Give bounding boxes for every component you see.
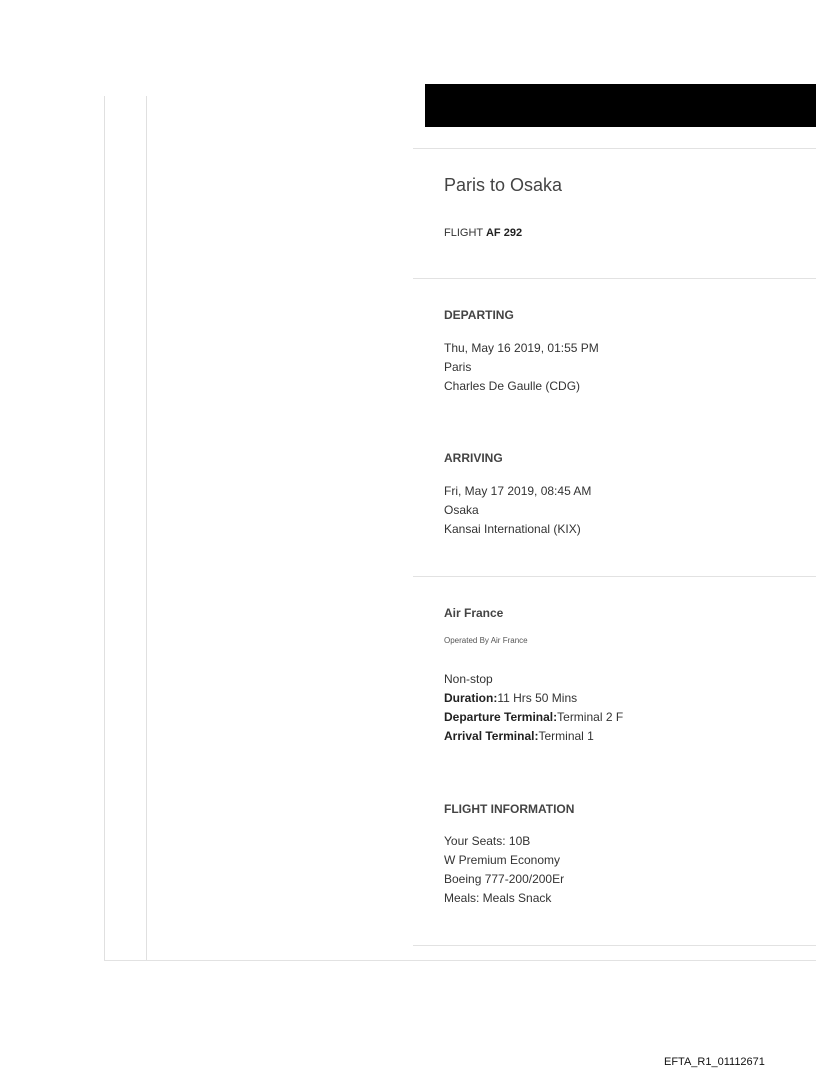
header-bar [425,84,816,127]
duration-value: 11 Hrs 50 Mins [497,691,578,705]
divider-route [413,278,816,279]
arriving-city: Osaka [444,503,479,517]
arriving-heading: ARRIVING [444,451,503,465]
seats-info: Your Seats: 10B [444,834,531,848]
divider-top [413,148,816,149]
flight-information-heading: FLIGHT INFORMATION [444,802,575,816]
route-title: Paris to Osaka [444,175,563,195]
departing-airport: Charles De Gaulle (CDG) [444,379,581,393]
bottom-border-line [104,960,816,961]
flight-prefix: FLIGHT [444,227,483,239]
operated-by: Operated By Air France [444,636,528,645]
airline-name: Air France [444,606,504,620]
departing-city: Paris [444,360,472,374]
duration-label: Duration: [444,691,498,705]
stops-info: Non-stop [444,672,493,686]
duration-row [444,689,577,708]
arrival-terminal-row [444,727,594,746]
aircraft-info: Boeing 777-200/200Er [444,872,565,886]
arrival-terminal-value: Terminal 1 [538,729,594,743]
arriving-airport: Kansai International (KIX) [444,522,581,536]
departure-terminal-row [444,708,623,727]
divider-bottom [413,945,816,946]
cabin-info: W Premium Economy [444,853,561,867]
departure-terminal-label: Departure Terminal: [444,710,558,724]
left-border-line [104,96,105,961]
divider-schedule [413,576,816,577]
departure-terminal-value: Terminal 2 F [557,710,624,724]
arrival-terminal-label: Arrival Terminal: [444,729,539,743]
flight-number-line [444,224,522,243]
meals-info: Meals: Meals Snack [444,891,552,905]
document-id: EFTA_R1_01112671 [664,1056,765,1068]
inner-border-line [146,96,147,961]
departing-heading: DEPARTING [444,308,514,322]
arriving-datetime: Fri, May 17 2019, 08:45 AM [444,484,592,498]
flight-number: AF 292 [485,227,523,239]
departing-datetime: Thu, May 16 2019, 01:55 PM [444,341,599,355]
